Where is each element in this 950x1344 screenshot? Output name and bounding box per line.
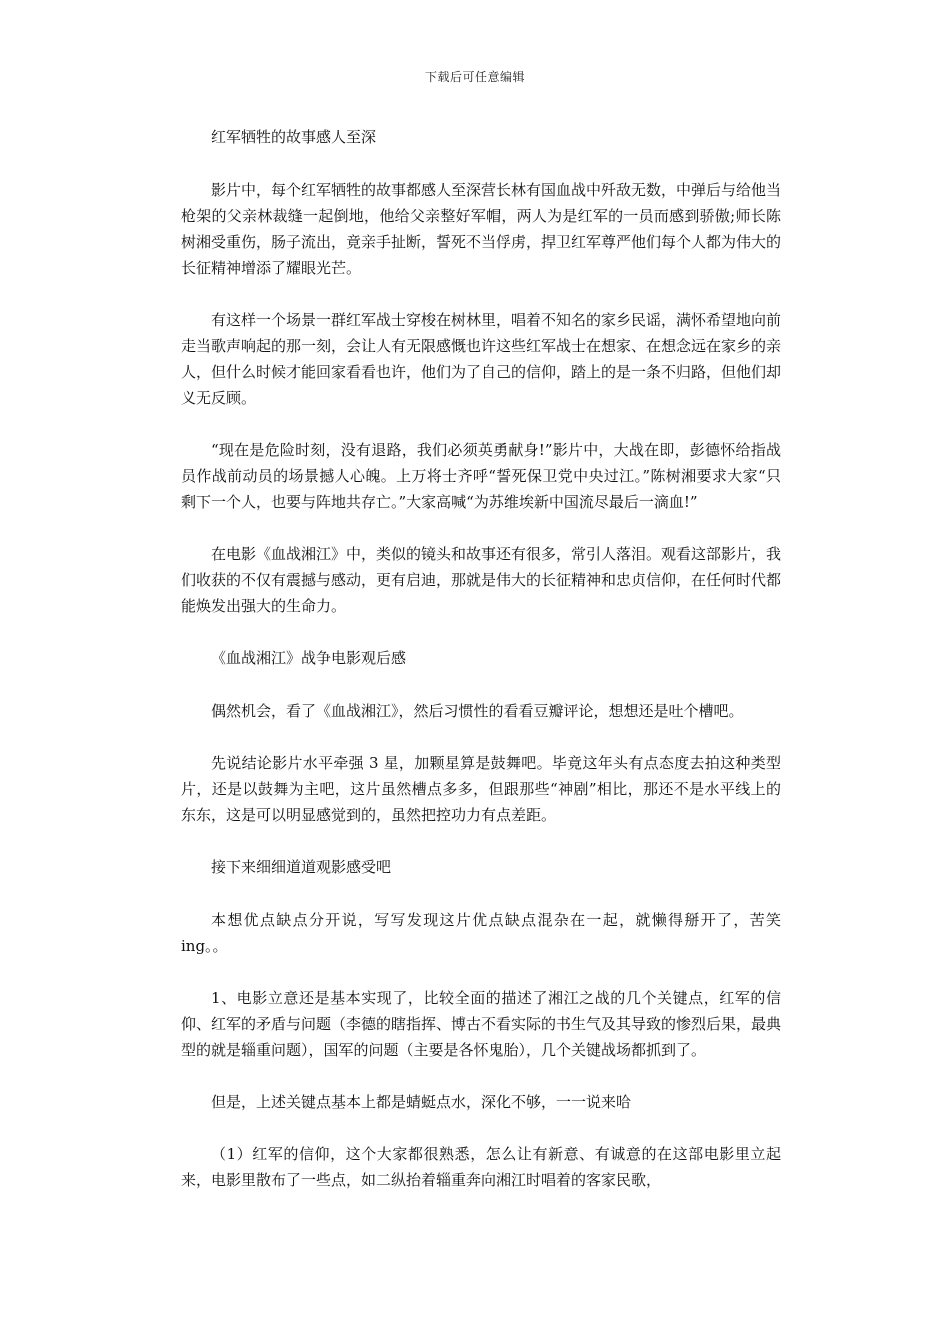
paragraph: 影片中，每个红军牺牲的故事都感人至深营长林有国血战中歼敌无数，中弹后与给他当枪架的父亲林裁缝一起倒地，他给父亲整好军帽，两人为是红军的一员而感到骄傲;师长陈树湘受重伤，肠子流出，竟亲手扯断，誓死不当俘虏，捍卫红军尊严他们每个人都为伟大的长征精神增添了耀眼光芒。 [181,181,782,277]
paragraph: 先说结论影片水平牵强 3 星，加颗星算是鼓舞吧。毕竟这年头有点态度去拍这种类型片，还是以鼓舞为主吧，这片虽然槽点多多，但跟那些“神剧”相比，那还不是水平线上的东东，这是可以明显感觉到的，虽然把控功力有点差距。 [181,754,781,824]
section-heading: 接下来细细道道观影感受吧 [211,858,392,876]
paragraph: 在电影《血战湘江》中，类似的镜头和故事还有很多，常引人落泪。观看这部影片，我们收获的不仅有震撼与感动，更有启迪，那就是伟大的长征精神和忠贞信仰，在任何时代都能焕发出强大的生命力。 [181,545,782,615]
paragraph: 偶然机会，看了《血战湘江》，然后习惯性的看看豆瓣评论，想想还是吐个槽吧。 [211,702,744,720]
paragraph: 本想优点缺点分开说，写写发现这片优点缺点混杂在一起，就懒得掰开了，苦笑 ing。。 [181,911,781,955]
paragraph: 1、电影立意还是基本实现了，比较全面的描述了湘江之战的几个关键点，红军的信仰、红军的矛盾与问题（李德的瞎指挥、博古不看实际的书生气及其导致的惨烈后果，最典型的就是辎重问题），国军的问题（主要是各怀鬼胎），几个关键战场都抓到了。 [181,989,782,1059]
paragraph: “现在是危险时刻，没有退路，我们必须英勇献身!”影片中，大战在即，彭德怀给指战员作战前动员的场景撼人心魄。上万将士齐呼“誓死保卫党中央过江。”陈树湘要求大家“只剩下一个人，也要与阵地共存亡。”大家高喊“为苏维埃新中国流尽最后一滴血!” [181,441,781,511]
document-body [181,124,781,1219]
page-header: 下载后可任意编辑 [424,70,525,84]
section-heading: 《血战湘江》战争电影观后感 [211,649,407,667]
paragraph: （1）红军的信仰，这个大家都很熟悉，怎么让有新意、有诚意的在这部电影里立起来，电影里散布了一些点，如二纵抬着辎重奔向湘江时唱着的客家民歌， [181,1145,781,1189]
paragraph: 但是，上述关键点基本上都是蜻蜓点水，深化不够，一一说来哈 [211,1093,632,1111]
section-heading: 红军牺牲的故事感人至深 [211,128,377,146]
paragraph: 有这样一个场景一群红军战士穿梭在树林里，唱着不知名的家乡民谣，满怀希望地向前走当歌声响起的那一刻，会让人有无限感慨也许这些红军战士在想家、在想念远在家乡的亲人，但什么时候才能回家看看也许，他们为了自己的信仰，踏上的是一条不归路，但他们却义无反顾。 [181,311,782,407]
